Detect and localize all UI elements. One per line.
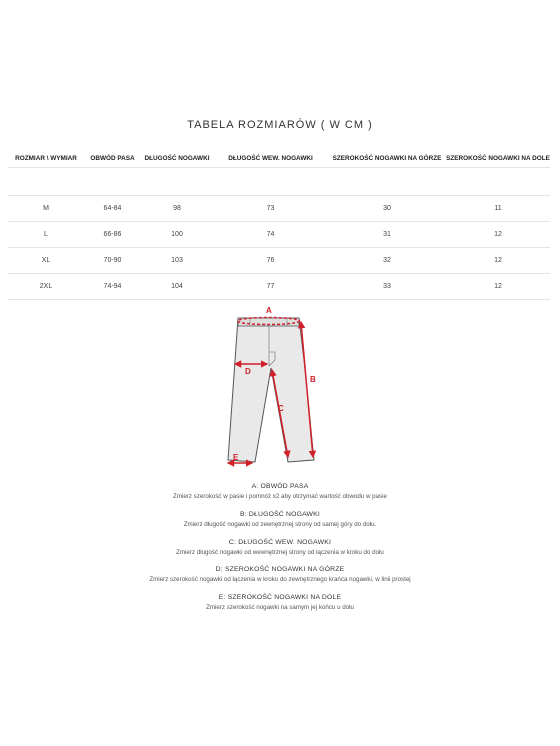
description-heading: B: DŁUGOŚĆ NOGAWKI <box>239 511 320 518</box>
description-e <box>0 593 560 613</box>
cell-size: XL <box>8 248 84 274</box>
cell-top-leg-width: 31 <box>328 222 446 248</box>
cell-bottom-leg-width: 12 <box>446 222 550 248</box>
description-heading: D: SZEROKOŚĆ NOGAWKI NA GÓRZE <box>215 566 345 573</box>
cell-size: L <box>8 222 84 248</box>
description-c <box>0 538 560 558</box>
label-e: E <box>233 453 239 462</box>
label-c: C <box>278 404 284 413</box>
table-spacer-row <box>8 168 550 196</box>
cell-inner-leg-length: 73 <box>213 196 328 222</box>
description-heading: E: SZEROKOŚĆ NOGAWKI NA DOLE <box>218 594 342 601</box>
header-waist: OBWÓD PASA <box>90 155 135 162</box>
table-row <box>8 222 550 248</box>
cell-top-leg-width: 32 <box>328 248 446 274</box>
cell-bottom-leg-width: 12 <box>446 274 550 300</box>
trousers-measurement-diagram <box>205 300 355 470</box>
description-heading: A: OBWÓD PASA <box>251 483 309 490</box>
cell-leg-length: 104 <box>141 274 213 300</box>
cell-waist: 64-84 <box>84 196 141 222</box>
label-b: B <box>310 375 316 384</box>
table-row <box>8 248 550 274</box>
cell-leg-length: 98 <box>141 196 213 222</box>
description-heading: C: DŁUGOŚĆ WEW. NOGAWKI <box>228 539 332 546</box>
size-table <box>8 150 550 300</box>
cell-size: 2XL <box>8 274 84 300</box>
cell-bottom-leg-width: 12 <box>446 248 550 274</box>
label-a: A <box>266 306 272 315</box>
description-a <box>0 482 560 502</box>
cell-waist: 74-94 <box>84 274 141 300</box>
description-text: Zmierz długość nogawki od zewnętrznej strony od samej góry do dołu. <box>183 521 377 528</box>
cell-leg-length: 100 <box>141 222 213 248</box>
description-text: Zmierz szerokość nogawki od łączenia w kroku do zewnętrznego krańca nogawki, w linii prostej <box>149 576 411 583</box>
cell-size: M <box>8 196 84 222</box>
cell-bottom-leg-width: 11 <box>446 196 550 222</box>
description-b <box>0 510 560 530</box>
description-text: Zmierz szerokość w pasie i pomnóż x2 aby otrzymać wartość obwodu w pasie <box>173 493 387 500</box>
header-bottom-leg-width: SZEROKOŚĆ NOGAWKI NA DOLE <box>446 155 550 162</box>
description-text: Zmierz szerokość nogawki na samym jej końcu u dołu <box>206 604 354 611</box>
cell-inner-leg-length: 76 <box>213 248 328 274</box>
table-row <box>8 196 550 222</box>
header-inner-leg-length: DŁUGOŚĆ WEW. NOGAWKI <box>228 155 313 162</box>
table-header-row <box>8 150 550 168</box>
trousers-outline <box>228 318 314 462</box>
description-d <box>0 565 560 585</box>
cell-top-leg-width: 33 <box>328 274 446 300</box>
table-row <box>8 274 550 300</box>
header-top-leg-width: SZEROKOŚĆ NOGAWKI NA GÓRZE <box>332 155 442 162</box>
description-text: Zmierz długość nogawki od wewnętrznej strony od łączenia w kroku do dołu <box>176 549 384 556</box>
header-size: ROZMIAR \ WYMIAR <box>15 155 77 162</box>
page-title: TABELA ROZMIARÓW ( W CM ) <box>187 119 373 131</box>
cell-leg-length: 103 <box>141 248 213 274</box>
label-d: D <box>245 367 251 376</box>
cell-waist: 70-90 <box>84 248 141 274</box>
cell-waist: 66-86 <box>84 222 141 248</box>
cell-top-leg-width: 30 <box>328 196 446 222</box>
cell-inner-leg-length: 77 <box>213 274 328 300</box>
cell-inner-leg-length: 74 <box>213 222 328 248</box>
header-leg-length: DŁUGOŚĆ NOGAWKI <box>144 155 210 162</box>
